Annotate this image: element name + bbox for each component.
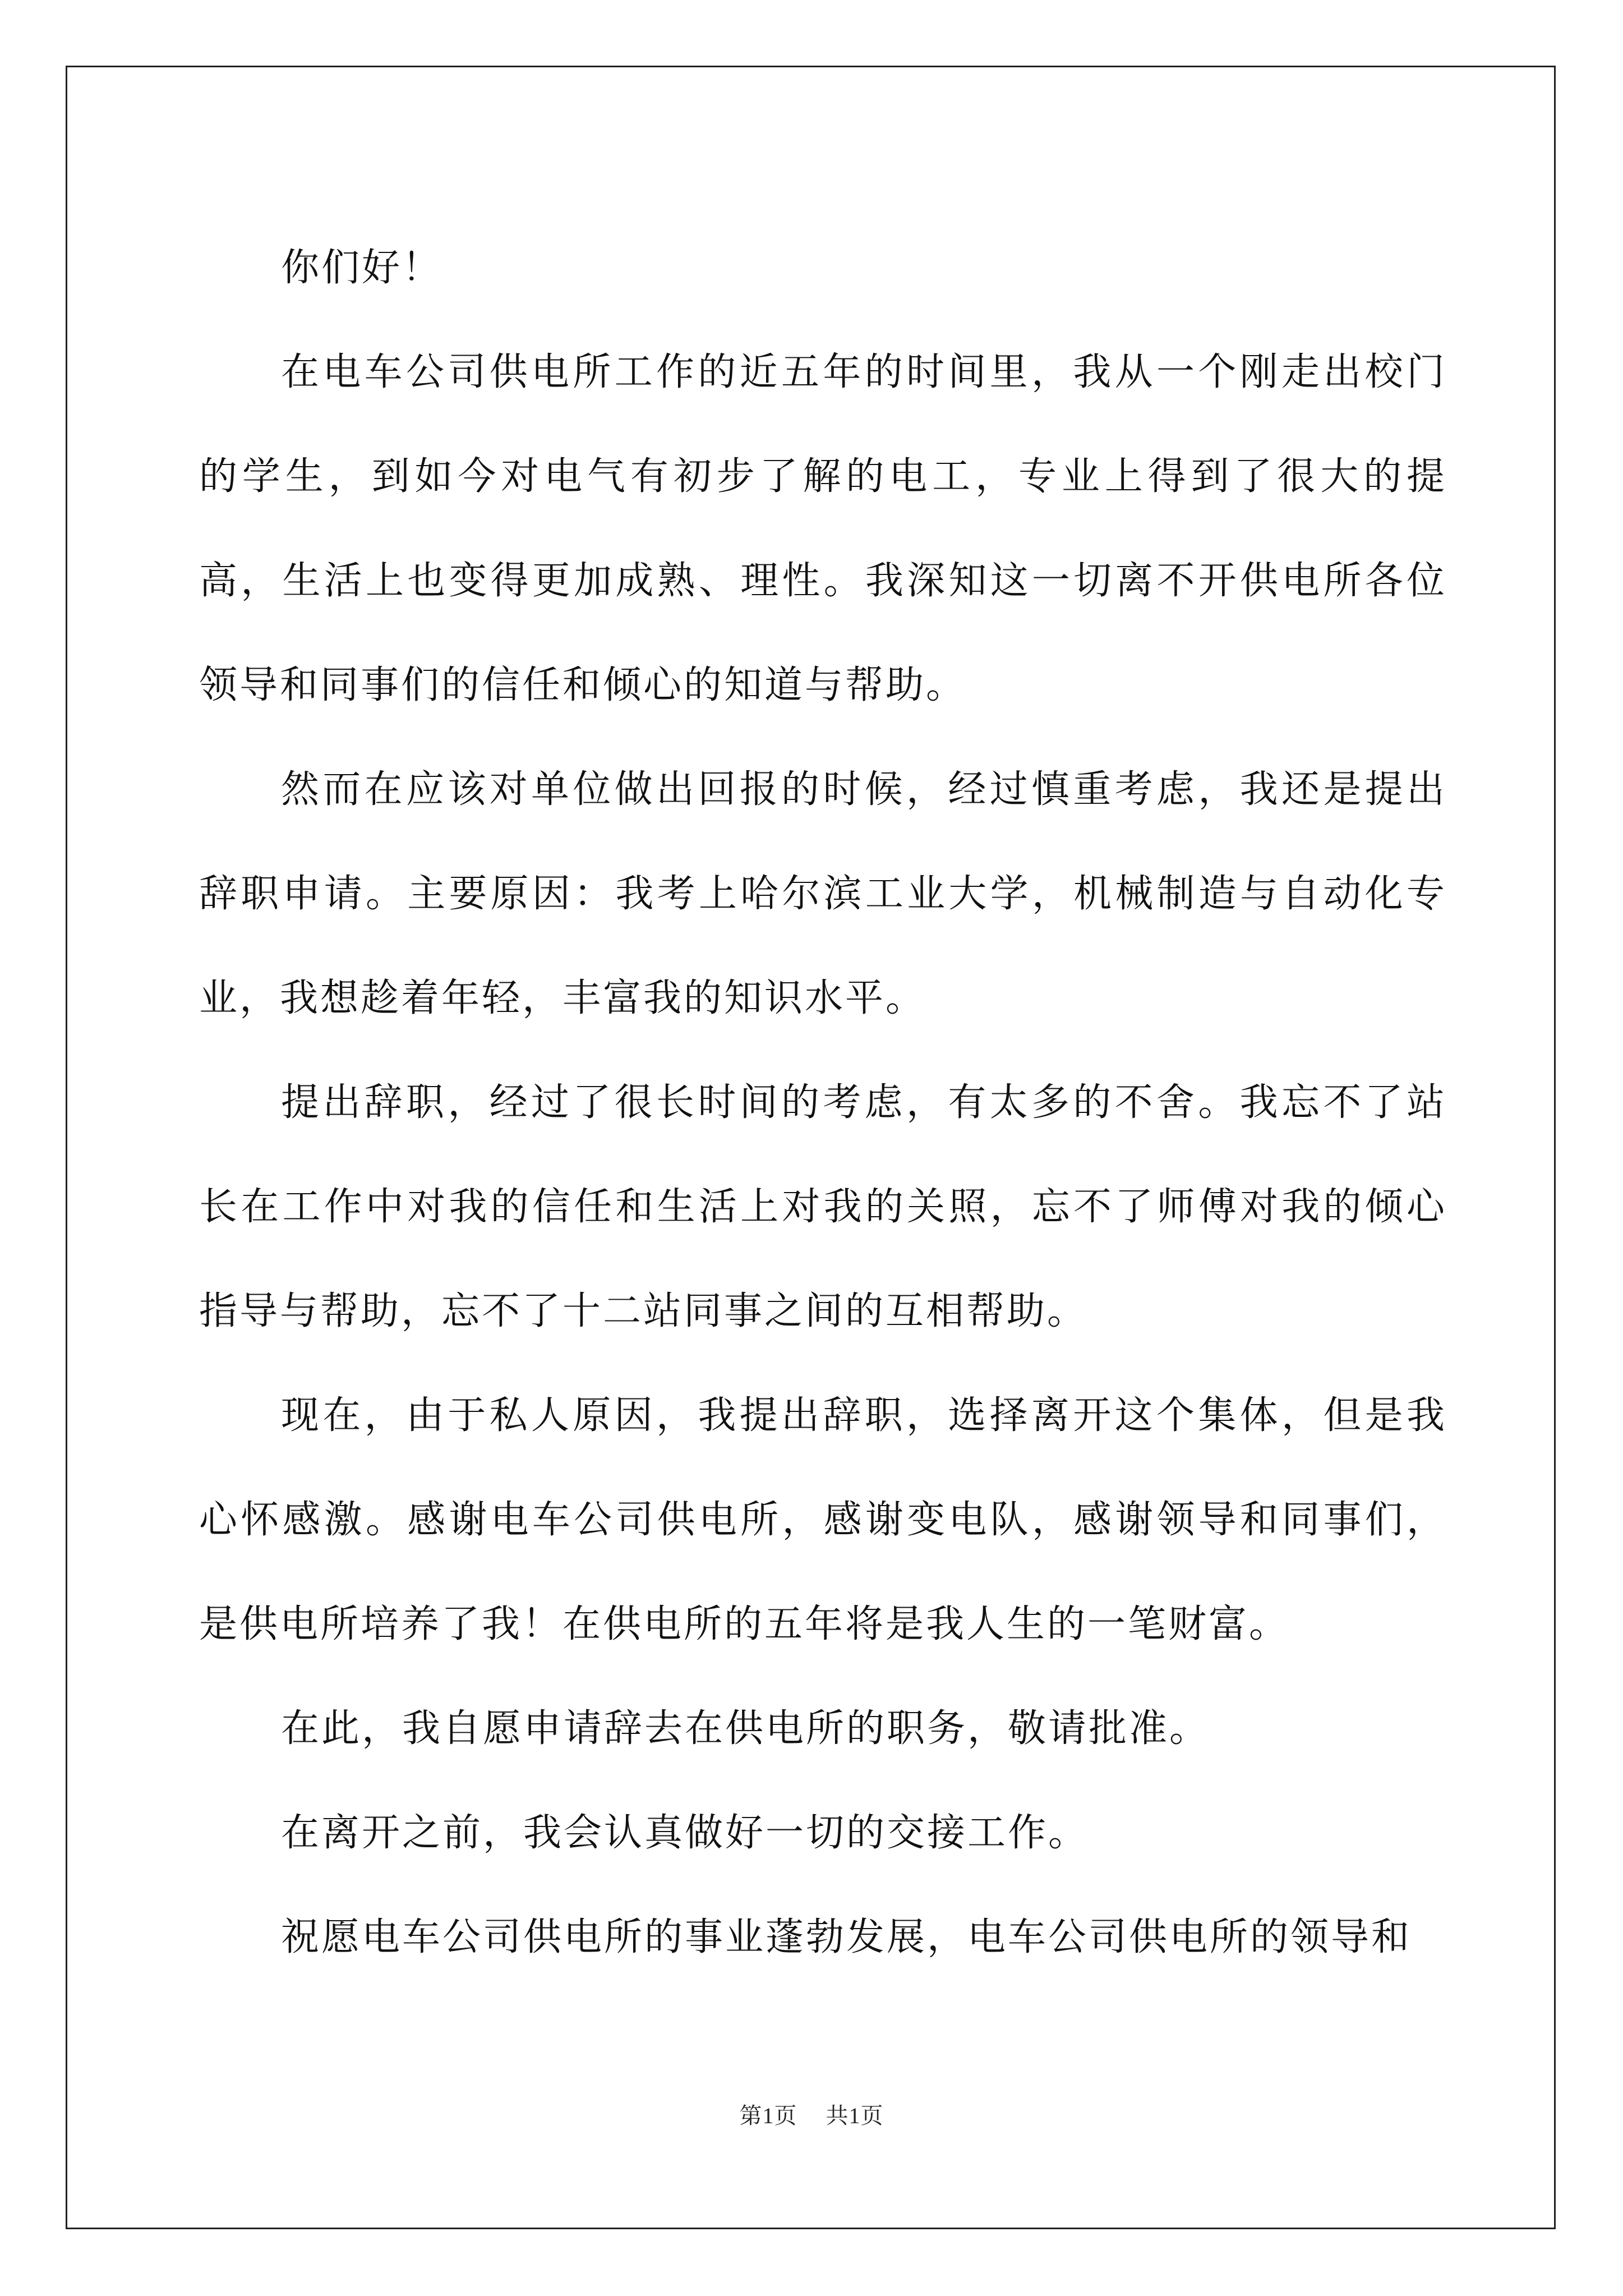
greeting: 你们好！ (281, 246, 443, 290)
page-number: 第1页 (739, 2103, 797, 2128)
page-total: 共1页 (826, 2103, 884, 2128)
paragraph-1: 在电车公司供电所工作的近五年的时间里，我从一个刚走出校门的学生，到如今对电气有初步了解的电工，专业上得到了很大的提高，生活上也变得更加成熟、理性。我深知这一切离不开供电所各位领导和同事们的信任和倾心的知道与帮助。 (199, 350, 1447, 707)
paragraph-6: 在离开之前，我会认真做好一切的交接工作。 (281, 1811, 1089, 1855)
paragraph-7: 祝愿电车公司供电所的事业蓬勃发展，电车公司供电所的领导和 (281, 1915, 1412, 1959)
paragraph-5: 在此，我自愿申请辞去在供电所的职务，敬请批准。 (281, 1706, 1210, 1751)
paragraph-4: 现在，由于私人原因，我提出辞职，选择离开这个集体，但是我心怀感激。感谢电车公司供电所，感谢变电队，感谢领导和同事们，是供电所培养了我！在供电所的五年将是我人生的一笔财富。 (199, 1393, 1447, 1646)
paragraph-3: 提出辞职，经过了很长时间的考虑，有太多的不舍。我忘不了站长在工作中对我的信任和生活上对我的关照，忘不了师傅对我的倾心指导与帮助，忘不了十二站同事之间的互相帮助。 (199, 1080, 1447, 1333)
paragraph-2: 然而在应该对单位做出回报的时候，经过慎重考虑，我还是提出辞职申请。主要原因：我考上哈尔滨工业大学，机械制造与自动化专业，我想趁着年轻，丰富我的知识水平。 (199, 767, 1447, 1020)
document-body (199, 216, 1447, 1990)
page-footer (0, 2098, 1623, 2130)
